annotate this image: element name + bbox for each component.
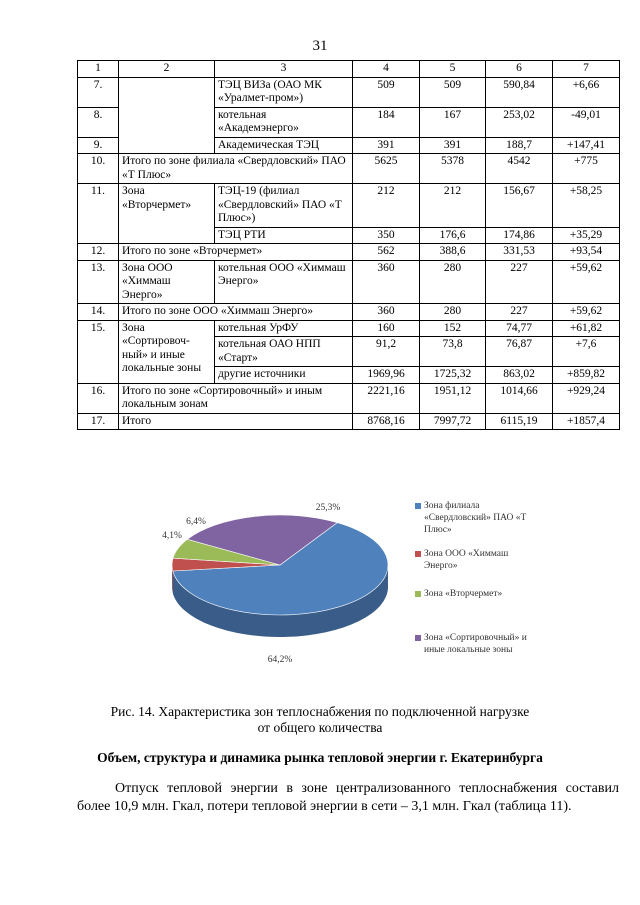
row-number: 8. [78, 107, 119, 137]
value-cell: 73,8 [420, 337, 486, 367]
pie-data-label: 4,1% [162, 531, 182, 541]
value-cell: 1969,96 [353, 367, 420, 384]
row-number: 11. [78, 184, 119, 244]
header-cell: 4 [353, 61, 420, 78]
total-label: Итого по зоне ООО «Химмаш Энерго» [119, 304, 353, 321]
row-number: 16. [78, 383, 119, 413]
value-cell: +6,66 [553, 77, 620, 107]
zone-cell: Зона «Вторчермет» [119, 184, 215, 244]
value-cell: 1014,66 [486, 383, 553, 413]
heat-zones-table [77, 60, 620, 430]
row-number: 14. [78, 304, 119, 321]
value-cell: 360 [353, 260, 420, 304]
table-header-row [78, 61, 620, 78]
total-label: Итого [119, 413, 353, 430]
value-cell: +859,82 [553, 367, 620, 384]
value-cell: 152 [420, 320, 486, 337]
value-cell: +7,6 [553, 337, 620, 367]
value-cell: 562 [353, 244, 420, 261]
value-cell: 74,77 [486, 320, 553, 337]
source-cell: котельная УрФУ [215, 320, 353, 337]
source-cell: ТЭЦ РТИ [215, 227, 353, 244]
total-label: Итого по зоне филиала «Свердловский» ПАО «Т Плюс» [119, 154, 353, 184]
pie-data-label: 64,2% [267, 655, 293, 665]
value-cell: 360 [353, 304, 420, 321]
value-cell: +147,41 [553, 137, 620, 154]
legend-swatch [415, 635, 421, 641]
pie-data-label: 25,3% [315, 503, 341, 513]
pie-chart [160, 490, 400, 670]
header-cell: 3 [215, 61, 353, 78]
value-cell: +59,62 [553, 260, 620, 304]
page-number: 31 [312, 38, 328, 54]
figure-caption [60, 704, 580, 736]
table-grand-total-row [78, 413, 620, 430]
value-cell: +61,82 [553, 320, 620, 337]
table-total-row [78, 154, 620, 184]
value-cell: -49,01 [553, 107, 620, 137]
source-cell: другие источники [215, 367, 353, 384]
header-cell: 2 [119, 61, 215, 78]
legend-swatch [415, 503, 421, 509]
header-cell: 5 [420, 61, 486, 78]
value-cell: +929,24 [553, 383, 620, 413]
value-cell: 280 [420, 260, 486, 304]
table-row [78, 320, 620, 337]
source-cell: котельная ООО «Химмаш Энерго» [215, 260, 353, 304]
table-total-row [78, 244, 620, 261]
value-cell: +59,62 [553, 304, 620, 321]
row-number: 7. [78, 77, 119, 107]
section-heading: Объем, структура и динамика рынка тепловой энергии г. Екатеринбурга [97, 750, 543, 765]
value-cell: 4542 [486, 154, 553, 184]
value-cell: 5378 [420, 154, 486, 184]
table-row [78, 77, 620, 107]
value-cell: 253,02 [486, 107, 553, 137]
value-cell: 167 [420, 107, 486, 137]
value-cell: 160 [353, 320, 420, 337]
value-cell: 1951,12 [420, 383, 486, 413]
legend-label: Зона «Сортировочный» и иные локальные зоны [424, 633, 527, 655]
pie-data-label: 6,4% [186, 517, 206, 527]
value-cell: 227 [486, 304, 553, 321]
value-cell: 227 [486, 260, 553, 304]
value-cell: 6115,19 [486, 413, 553, 430]
header-cell: 6 [486, 61, 553, 78]
value-cell: 212 [353, 184, 420, 228]
value-cell: 8768,16 [353, 413, 420, 430]
value-cell: 5625 [353, 154, 420, 184]
value-cell: 509 [420, 77, 486, 107]
value-cell: 7997,72 [420, 413, 486, 430]
value-cell: +775 [553, 154, 620, 184]
zone-cell: Зона «Сортировоч-ный» и иные локальные зоны [119, 320, 215, 383]
value-cell: 2221,16 [353, 383, 420, 413]
value-cell: 350 [353, 227, 420, 244]
row-number: 9. [78, 137, 119, 154]
source-cell: котельная «Академэнерго» [215, 107, 353, 137]
table-total-row [78, 304, 620, 321]
total-label: Итого по зоне «Вторчермет» [119, 244, 353, 261]
value-cell: 863,02 [486, 367, 553, 384]
value-cell: 212 [420, 184, 486, 228]
header-cell: 7 [553, 61, 620, 78]
value-cell: 188,7 [486, 137, 553, 154]
table-total-row [78, 383, 620, 413]
body-paragraph: Отпуск тепловой энергии в зоне централизованного теплоснабжения составил более 10,9 млн. Гкал, потери тепловой энергии в сети – 3,1 млн. Гкал (таблица 11). [77, 781, 619, 814]
legend-label: Зона ООО «Химмаш Энерго» [424, 549, 509, 571]
legend-swatch [415, 551, 421, 557]
value-cell: 176,6 [420, 227, 486, 244]
table-row [78, 260, 620, 304]
value-cell: 280 [420, 304, 486, 321]
value-cell: +1857,4 [553, 413, 620, 430]
value-cell: 184 [353, 107, 420, 137]
source-cell: котельная ОАО НПП «Старт» [215, 337, 353, 367]
source-cell: ТЭЦ ВИЗа (ОАО МК «Уралмет-пром») [215, 77, 353, 107]
source-cell: ТЭЦ-19 (филиал «Свердловский» ПАО «Т Плюс») [215, 184, 353, 228]
value-cell: +35,29 [553, 227, 620, 244]
value-cell: 331,53 [486, 244, 553, 261]
row-number: 15. [78, 320, 119, 383]
caption-line: от общего количества [257, 720, 383, 735]
value-cell: 509 [353, 77, 420, 107]
zone-cell-empty [119, 77, 215, 154]
value-cell: +93,54 [553, 244, 620, 261]
value-cell: 91,2 [353, 337, 420, 367]
source-cell: Академическая ТЭЦ [215, 137, 353, 154]
value-cell: 156,67 [486, 184, 553, 228]
caption-line: Рис. 14. Характеристика зон теплоснабжения по подключенной нагрузке [110, 704, 530, 719]
value-cell: 590,84 [486, 77, 553, 107]
zone-cell: Зона ООО «Химмаш Энерго» [119, 260, 215, 304]
row-number: 12. [78, 244, 119, 261]
value-cell: 388,6 [420, 244, 486, 261]
value-cell: 1725,32 [420, 367, 486, 384]
header-cell: 1 [78, 61, 119, 78]
row-number: 17. [78, 413, 119, 430]
value-cell: 391 [353, 137, 420, 154]
legend-label: Зона филиала «Свердловский» ПАО «Т Плюс» [424, 501, 527, 535]
row-number: 13. [78, 260, 119, 304]
value-cell: 76,87 [486, 337, 553, 367]
row-number: 10. [78, 154, 119, 184]
total-label: Итого по зоне «Сортировочный» и иным локальным зонам [119, 383, 353, 413]
value-cell: 391 [420, 137, 486, 154]
legend-label: Зона «Вторчермет» [424, 589, 503, 599]
legend-swatch [415, 591, 421, 597]
value-cell: +58,25 [553, 184, 620, 228]
value-cell: 174,86 [486, 227, 553, 244]
table-row [78, 184, 620, 228]
